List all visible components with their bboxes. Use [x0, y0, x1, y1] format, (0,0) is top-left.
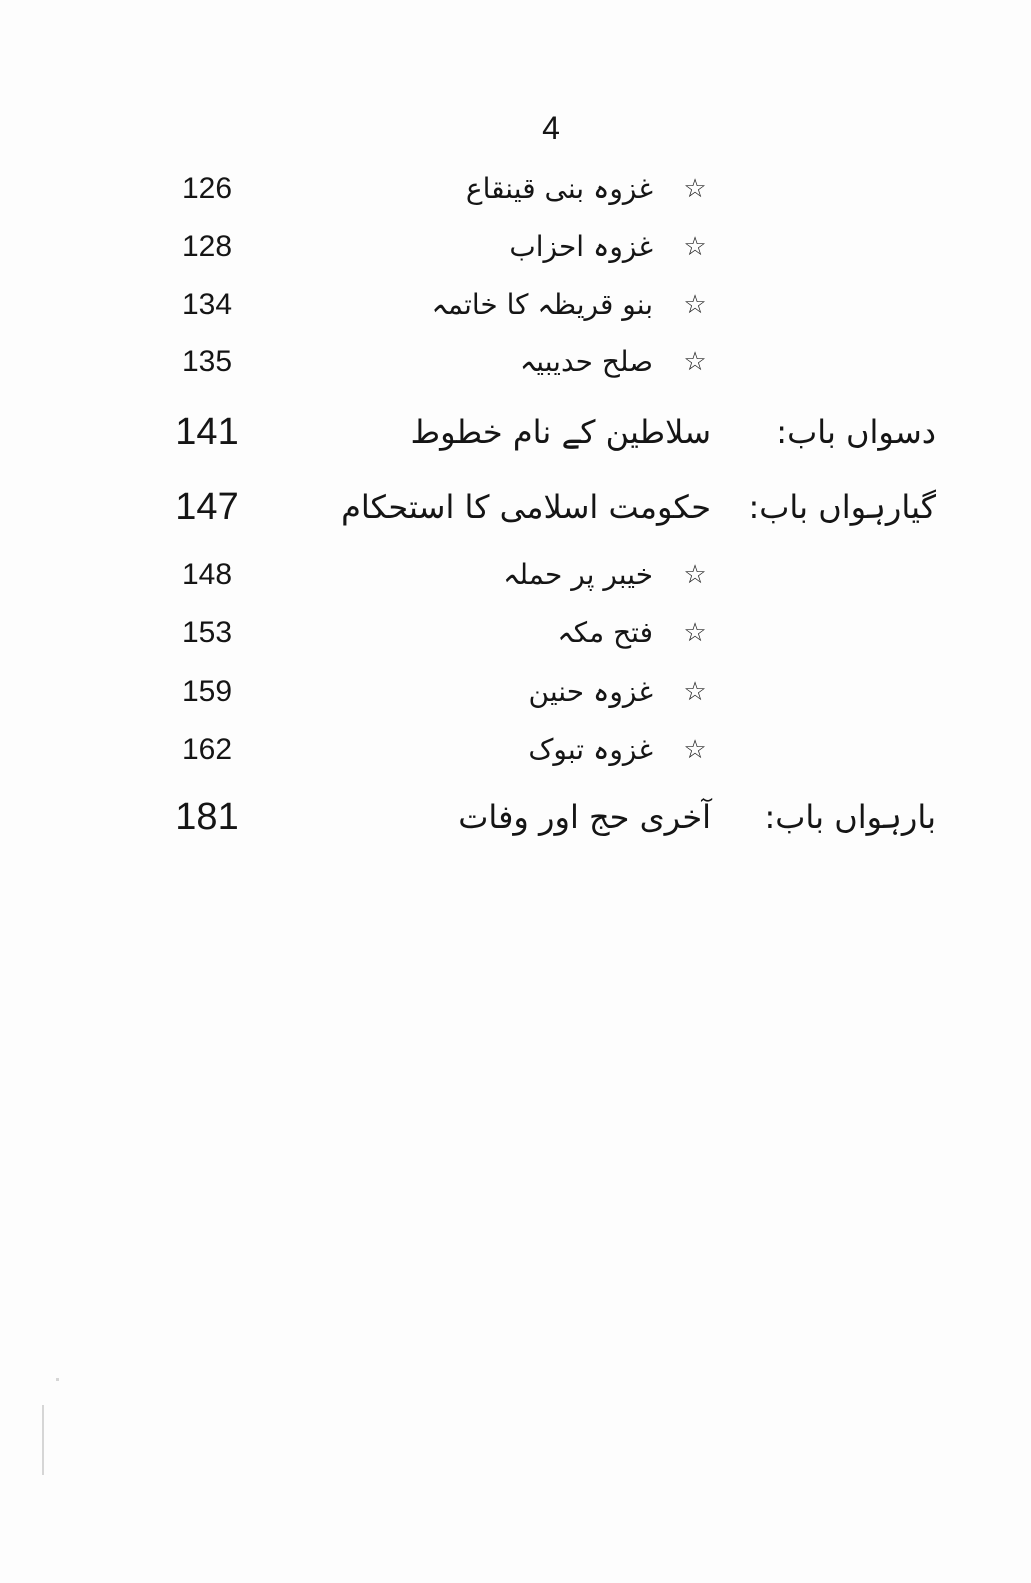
star-bullet-icon: ☆: [683, 347, 707, 377]
toc-section-title: فتح مکہ: [557, 616, 653, 649]
toc-chapter-entry: [0, 482, 1031, 532]
toc-section-title: غزوہ تبوک: [528, 733, 653, 766]
star-bullet-icon: ☆: [683, 735, 707, 765]
toc-page-number: 135: [181, 345, 233, 378]
toc-chapter-label: گیارہواں باب:: [748, 488, 936, 526]
star-bullet-icon: ☆: [683, 618, 707, 648]
toc-section-title: صلح حدیبیہ: [519, 345, 653, 378]
toc-chapter-title: حکومت اسلامی کا استحکام: [341, 488, 711, 526]
toc-section-title: خیبر پر حملہ: [503, 558, 653, 591]
star-bullet-icon: ☆: [683, 677, 707, 707]
toc-entry: [0, 222, 1031, 272]
toc-page-number: 134: [181, 288, 233, 321]
scan-dot: [56, 1378, 59, 1381]
star-bullet-icon: ☆: [683, 232, 707, 262]
toc-page-number: 181: [175, 796, 239, 838]
toc-entry: [0, 550, 1031, 600]
toc-entry: [0, 725, 1031, 775]
toc-entry: [0, 337, 1031, 387]
toc-page-number: 126: [181, 172, 233, 205]
star-bullet-icon: ☆: [683, 174, 707, 204]
toc-page-number: 159: [181, 675, 233, 708]
toc-entry: [0, 164, 1031, 214]
toc-chapter-title: آخری حج اور وفات: [458, 798, 711, 836]
toc-chapter-entry: [0, 792, 1031, 842]
scan-edge-mark: [42, 1405, 44, 1475]
toc-section-title: غزوہ بنی قینقاع: [465, 172, 653, 205]
toc-entry: [0, 608, 1031, 658]
toc-page-number: 141: [175, 411, 239, 453]
toc-chapter-entry: [0, 407, 1031, 457]
star-bullet-icon: ☆: [683, 560, 707, 590]
toc-entry: [0, 667, 1031, 717]
toc-chapter-label: بارہواں باب:: [764, 798, 936, 836]
toc-chapter-label: دسواں باب:: [776, 413, 936, 451]
toc-page-number: 128: [181, 230, 233, 263]
page-number: 4: [542, 110, 560, 146]
toc-entry: [0, 280, 1031, 330]
toc-page-number: 153: [181, 616, 233, 649]
star-bullet-icon: ☆: [683, 290, 707, 320]
toc-page-number: 162: [181, 733, 233, 766]
toc-page-number: 148: [181, 558, 233, 591]
toc-section-title: غزوہ احزاب: [509, 230, 653, 263]
toc-chapter-title: سلاطین کے نام خطوط: [410, 413, 711, 451]
toc-page-number: 147: [175, 486, 239, 528]
toc-section-title: غزوہ حنین: [528, 675, 653, 708]
toc-section-title: بنو قریظہ کا خاتمہ: [431, 288, 653, 321]
